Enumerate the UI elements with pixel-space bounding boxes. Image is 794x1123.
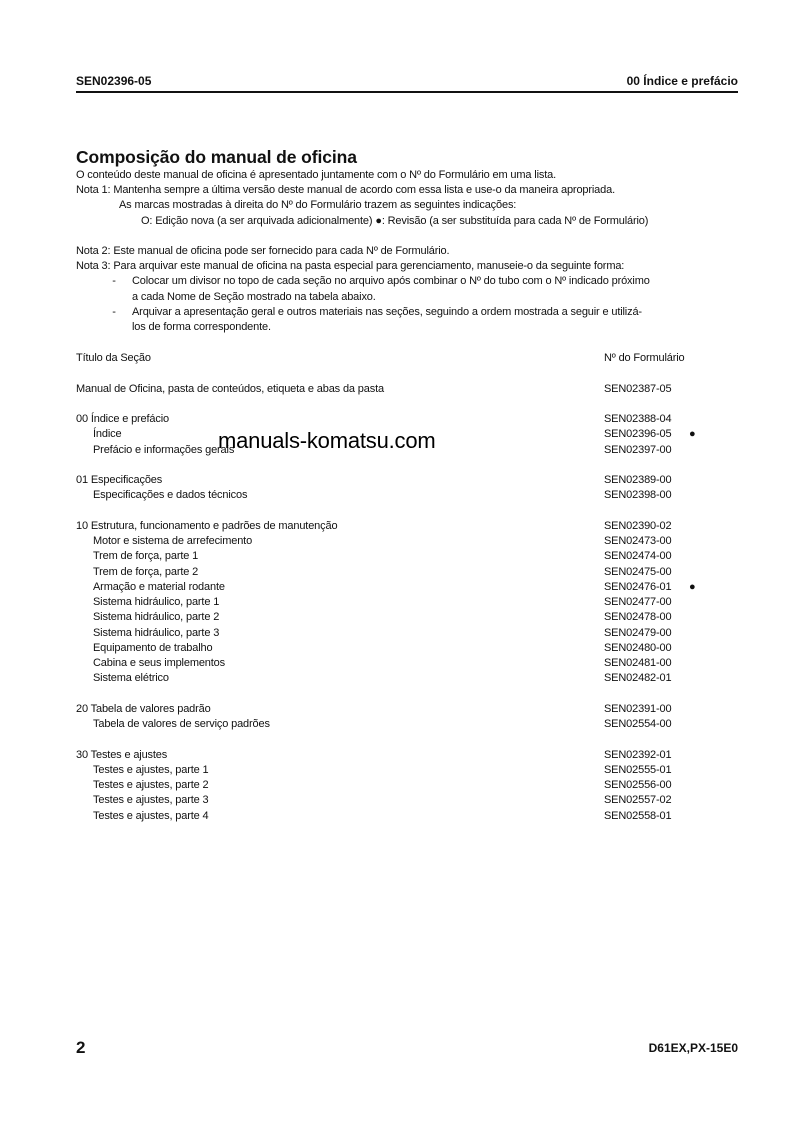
table-row bbox=[76, 412, 736, 427]
note-3: Nota 3: Para arquivar este manual de oficina na pasta especial para gerenciamento, manuseie-o da seguinte forma: bbox=[76, 260, 625, 273]
section-title: Cabina e seus implementos bbox=[93, 657, 225, 669]
section-title: Motor e sistema de arrefecimento bbox=[93, 535, 253, 547]
form-number: SEN02478-00 bbox=[604, 611, 672, 624]
section-title: 10 Estrutura, funcionamento e padrões de manutenção bbox=[76, 519, 338, 532]
form-number: SEN02475-00 bbox=[604, 565, 672, 578]
page-header bbox=[76, 74, 738, 90]
bullet-1: - Colocar um divisor no topo de cada seção no arquivo após combinar o Nº do tubo com o Nº indicado próximo bbox=[112, 275, 650, 288]
section-title: Tabela de valores de serviço padrões bbox=[93, 718, 270, 730]
model-code: D61EX,PX-15E0 bbox=[648, 1041, 738, 1055]
form-number: SEN02558-01 bbox=[604, 809, 672, 822]
form-number: SEN02390-02 bbox=[604, 519, 672, 532]
form-number: SEN02477-00 bbox=[604, 596, 672, 608]
form-number: SEN02482-01 bbox=[604, 672, 672, 685]
section-title: Índice bbox=[93, 428, 122, 441]
form-number: SEN02473-00 bbox=[604, 535, 672, 547]
doc-code: SEN02396-05 bbox=[76, 74, 152, 88]
section-title: Manual de Oficina, pasta de conteúdos, etiqueta e abas da pasta bbox=[76, 382, 384, 395]
table-row bbox=[76, 626, 736, 641]
revision-mark-icon: ● bbox=[689, 580, 696, 593]
section-title: Armação e material rodante bbox=[93, 580, 225, 593]
form-number: SEN02555-01 bbox=[604, 763, 672, 776]
form-number: SEN02397-00 bbox=[604, 443, 672, 456]
section-title: Testes e ajustes, parte 1 bbox=[93, 763, 209, 776]
table-row bbox=[76, 809, 736, 824]
mark-legend: O: Edição nova (a ser arquivada adicionalmente) ●: Revisão (a ser substituída para cada Nº de Formulário) bbox=[141, 214, 649, 227]
table-row bbox=[76, 488, 736, 503]
section-name: 00 Índice e prefácio bbox=[626, 74, 738, 88]
table-row bbox=[76, 671, 736, 686]
section-title: Testes e ajustes, parte 3 bbox=[93, 794, 209, 807]
table-row bbox=[76, 763, 736, 778]
section-title: Testes e ajustes, parte 2 bbox=[93, 779, 209, 791]
form-number: SEN02474-00 bbox=[604, 550, 672, 563]
table-row bbox=[76, 717, 736, 732]
table-row bbox=[76, 473, 736, 488]
form-number: SEN02398-00 bbox=[604, 489, 672, 502]
form-number: SEN02481-00 bbox=[604, 657, 672, 669]
form-number: SEN02554-00 bbox=[604, 718, 672, 730]
section-title: 01 Especificações bbox=[76, 474, 163, 486]
table-row bbox=[76, 641, 736, 656]
form-number: SEN02388-04 bbox=[604, 413, 672, 425]
col-title-header: Título da Seção bbox=[76, 352, 151, 364]
table-row bbox=[76, 778, 736, 793]
row-spacer bbox=[76, 397, 736, 412]
note-1: Nota 1: Mantenha sempre a última versão deste manual de acordo com essa lista e use-o da maneira apropriada. bbox=[76, 184, 615, 197]
notes-block bbox=[76, 244, 650, 335]
row-spacer bbox=[76, 366, 736, 381]
header-rule bbox=[76, 91, 738, 93]
table-row bbox=[76, 702, 736, 717]
form-number: SEN02480-00 bbox=[604, 641, 672, 654]
row-spacer bbox=[76, 504, 736, 519]
form-number: SEN02391-00 bbox=[604, 702, 672, 715]
section-title: Sistema hidráulico, parte 2 bbox=[93, 611, 220, 624]
form-number: SEN02556-00 bbox=[604, 779, 672, 791]
table-row bbox=[76, 793, 736, 808]
bullet-1-cont: a cada Nome de Seção mostrado na tabela abaixo. bbox=[132, 290, 376, 303]
intro-line: O conteúdo deste manual de oficina é apresentado juntamente com o Nº do Formulário em uma lista. bbox=[76, 169, 556, 181]
section-table bbox=[76, 351, 736, 824]
watermark: manuals-komatsu.com bbox=[218, 428, 436, 453]
revision-mark-icon: ● bbox=[689, 428, 696, 441]
form-number: SEN02557-02 bbox=[604, 794, 672, 807]
table-row bbox=[76, 748, 736, 763]
table-row bbox=[76, 549, 736, 564]
section-title: Especificações e dados técnicos bbox=[93, 489, 248, 502]
section-title: Sistema hidráulico, parte 1 bbox=[93, 596, 220, 608]
section-title: Equipamento de trabalho bbox=[93, 641, 213, 654]
intro-block bbox=[76, 168, 648, 229]
section-title: Sistema elétrico bbox=[93, 672, 169, 685]
table-row bbox=[76, 519, 736, 534]
row-spacer bbox=[76, 458, 736, 473]
bullet-2-cont: los de forma correspondente. bbox=[132, 320, 271, 333]
form-number: SEN02392-01 bbox=[604, 748, 672, 761]
form-number: SEN02476-01 bbox=[604, 580, 672, 593]
section-title: Sistema hidráulico, parte 3 bbox=[93, 626, 220, 639]
note-1-sub: As marcas mostradas à direita do Nº do Formulário trazem as seguintes indicações: bbox=[119, 199, 517, 212]
note-2: Nota 2: Este manual de oficina pode ser fornecido para cada Nº de Formulário. bbox=[76, 245, 450, 257]
page-number: 2 bbox=[76, 1038, 86, 1057]
section-title: 20 Tabela de valores padrão bbox=[76, 702, 211, 715]
section-title: Prefácio e informações gerais bbox=[93, 443, 235, 456]
row-spacer bbox=[76, 687, 736, 702]
section-title: 00 Índice e prefácio bbox=[76, 413, 170, 425]
form-number: SEN02389-00 bbox=[604, 474, 672, 486]
table-row bbox=[76, 656, 736, 671]
form-number: SEN02396-05 bbox=[604, 428, 672, 441]
section-title: 30 Testes e ajustes bbox=[76, 748, 168, 761]
table-row bbox=[76, 565, 736, 580]
table-row bbox=[76, 580, 736, 595]
page-title: Composição do manual de oficina bbox=[76, 147, 357, 167]
section-title: Trem de força, parte 1 bbox=[93, 550, 199, 563]
table-row bbox=[76, 382, 736, 397]
row-spacer bbox=[76, 732, 736, 747]
table-row bbox=[76, 595, 736, 610]
col-form-header: Nº do Formulário bbox=[604, 352, 685, 364]
bullet-2: - Arquivar a apresentação geral e outros materiais nas seções, seguindo a ordem mostrada a seguir e utilizá- bbox=[112, 305, 642, 318]
form-number: SEN02387-05 bbox=[604, 382, 672, 395]
section-title: Testes e ajustes, parte 4 bbox=[93, 809, 209, 822]
table-row bbox=[76, 534, 736, 549]
section-title: Trem de força, parte 2 bbox=[93, 565, 199, 578]
table-row bbox=[76, 610, 736, 625]
table-header bbox=[76, 351, 736, 366]
form-number: SEN02479-00 bbox=[604, 626, 672, 639]
